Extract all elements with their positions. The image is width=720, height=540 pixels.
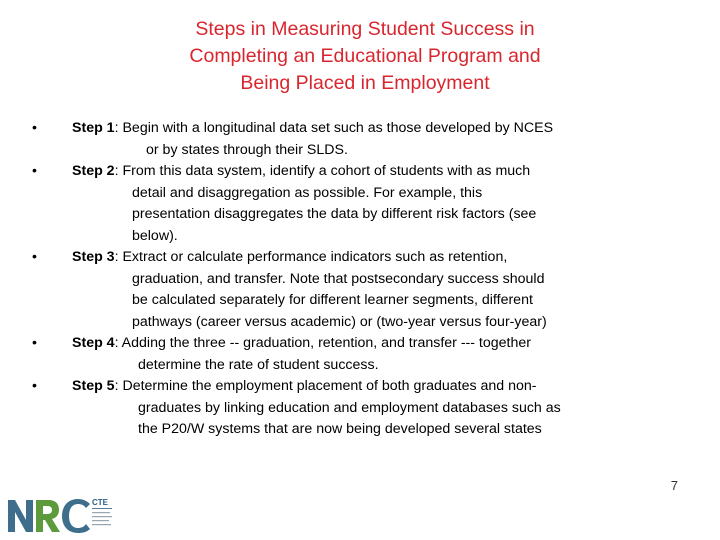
step-text: the P20/W systems that are now being developed several states bbox=[138, 421, 542, 437]
logo-badge: CTE bbox=[92, 498, 108, 507]
logo-letter-r bbox=[36, 500, 60, 532]
steps-list bbox=[20, 118, 660, 441]
step-item bbox=[20, 161, 660, 247]
step-item bbox=[20, 376, 660, 441]
logo-fine-print bbox=[92, 516, 112, 517]
step-text: : Determine the employment placement of both graduates and non- bbox=[114, 378, 537, 394]
nrccte-logo bbox=[6, 494, 116, 534]
step-text: : Adding the three -- graduation, retention, and transfer --- together bbox=[114, 335, 531, 351]
step-label: Step 5 bbox=[72, 378, 115, 394]
page-number: 7 bbox=[670, 478, 678, 493]
step-label: Step 1 bbox=[72, 120, 115, 136]
bullet: • bbox=[32, 378, 37, 394]
step-text: presentation disaggregates the data by different risk factors (see bbox=[132, 206, 537, 222]
step-text: graduation, and transfer. Note that postsecondary success should bbox=[132, 270, 545, 287]
bullet: • bbox=[32, 120, 37, 136]
bullet: • bbox=[32, 163, 37, 179]
logo-divider bbox=[92, 508, 112, 509]
step-text: graduates by linking education and employment databases such as bbox=[138, 399, 561, 416]
step-text: pathways (career versus academic) or (two-year versus four-year) bbox=[132, 313, 547, 330]
step-text: or by states through their SLDS. bbox=[146, 141, 348, 158]
step-label: Step 4 bbox=[72, 335, 115, 351]
step-text: : Begin with a longitudinal data set such as those developed by NCES bbox=[114, 120, 554, 136]
logo-letter-c bbox=[62, 499, 90, 533]
step-item bbox=[20, 333, 660, 376]
step-text: : Extract or calculate performance indicators such as retention, bbox=[114, 249, 508, 265]
step-text: detail and disaggregation as possible. For example, this bbox=[132, 184, 483, 201]
title-line: Completing an Educational Program and bbox=[189, 45, 541, 67]
step-item bbox=[20, 247, 660, 333]
step-text: : From this data system, identify a cohort of students with as much bbox=[114, 163, 531, 179]
logo-fine-print bbox=[92, 512, 110, 513]
step-text: below). bbox=[132, 227, 178, 244]
step-text: determine the rate of student success. bbox=[138, 356, 379, 373]
slide-title bbox=[110, 16, 620, 97]
logo-letter-n bbox=[8, 500, 33, 532]
step-label: Step 3 bbox=[72, 249, 115, 265]
step-label: Step 2 bbox=[72, 163, 115, 179]
step-text: be calculated separately for different learner segments, different bbox=[132, 292, 533, 308]
title-line: Being Placed in Employment bbox=[240, 72, 490, 94]
bullet: • bbox=[32, 335, 37, 351]
title-line: Steps in Measuring Student Success in bbox=[195, 18, 535, 40]
logo-fine-print bbox=[92, 520, 109, 521]
step-item bbox=[20, 118, 660, 161]
bullet: • bbox=[32, 249, 37, 265]
logo-fine-print bbox=[92, 524, 111, 525]
